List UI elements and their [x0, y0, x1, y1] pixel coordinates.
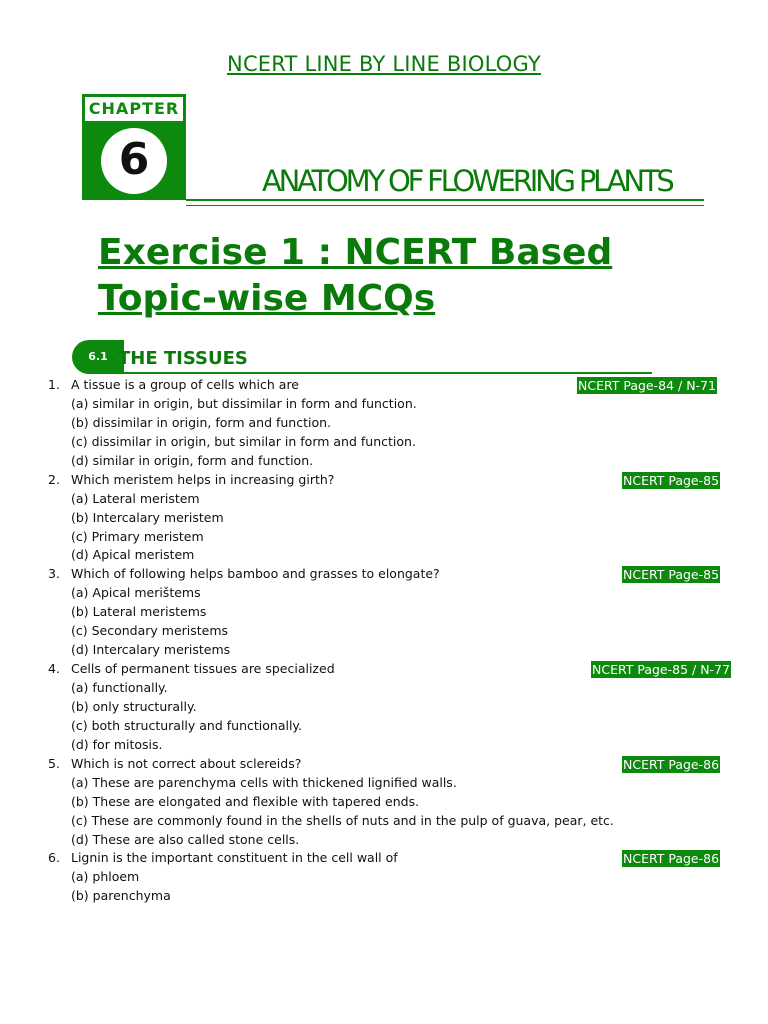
answer-option: [0, 584, 768, 603]
answer-option: [0, 774, 768, 793]
answer-option-text: (c) dissimilar in origin, but similar in form and function.: [71, 433, 416, 449]
ncert-page-reference: NCERT Page-86: [623, 851, 720, 867]
answer-option: [0, 679, 768, 698]
question-number: 1.: [48, 377, 60, 392]
answer-option-text: (d) Intercalary meristems: [71, 642, 231, 658]
answer-option-text: (b) dissimilar in origin, form and function.: [71, 414, 332, 430]
answer-option-text: (c) both structurally and functionally.: [71, 717, 303, 733]
answer-option-text: (d) for mitosis.: [71, 736, 163, 752]
question-row: [0, 755, 768, 774]
answer-option-text: (b) Intercalary meristem: [71, 509, 224, 525]
answer-option: [0, 717, 768, 736]
answer-option-text: (a) Apical merištems: [71, 585, 201, 601]
exercise-heading-line2: Topic-wise MCQs: [98, 278, 436, 319]
question-row: [0, 849, 768, 868]
question-text: Which is not correct about sclereids?: [71, 755, 302, 771]
answer-option-text: (b) parenchyma: [71, 888, 171, 904]
answer-option: [0, 812, 768, 831]
answer-option-text: (a) Lateral meristem: [71, 490, 200, 506]
answer-option: [0, 395, 768, 414]
answer-option: [0, 490, 768, 509]
ncert-page-reference: NCERT Page-84 / N-71: [578, 378, 716, 393]
answer-option-text: (c) Secondary meristems: [71, 623, 229, 639]
section-number: 6.1: [88, 350, 108, 363]
ncert-page-reference: NCERT Page-85: [623, 567, 720, 583]
question-text: Which meristem helps in increasing girth?: [71, 471, 335, 487]
answer-option-text: (a) These are parenchyma cells with thickened lignified walls.: [71, 774, 457, 790]
answer-option-text: (a) phloem: [71, 869, 140, 885]
answer-option: [0, 887, 768, 906]
answer-option: [0, 831, 768, 850]
section-title: THE TISSUES: [118, 348, 248, 369]
question-row: [0, 376, 768, 395]
question-row: [0, 565, 768, 584]
answer-option: [0, 528, 768, 547]
answer-option: [0, 622, 768, 641]
answer-option-text: (a) similar in origin, but dissimilar in form and function.: [71, 395, 417, 411]
answer-option-text: (d) similar in origin, form and function.: [71, 452, 314, 468]
question-row: [0, 471, 768, 490]
exercise-heading-line1: Exercise 1 : NCERT Based: [98, 232, 613, 273]
chapter-rule-top: [186, 199, 704, 201]
answer-option: [0, 546, 768, 565]
answer-option: [0, 641, 768, 660]
ncert-page-reference: NCERT Page-85: [623, 472, 720, 488]
answer-option-text: (b) only structurally.: [71, 698, 197, 714]
question-row: [0, 660, 768, 679]
section-number-badge: [72, 340, 124, 374]
answer-option-text: (d) Apical meristem: [71, 547, 195, 563]
exercise-heading: [98, 230, 612, 322]
question-number: 4.: [48, 661, 60, 677]
answer-option: [0, 603, 768, 622]
answer-option: [0, 414, 768, 433]
chapter-number: 6: [101, 128, 167, 194]
chapter-badge: [82, 94, 186, 200]
question-text: A tissue is a group of cells which are: [71, 377, 299, 392]
question-list: [0, 376, 768, 906]
question-number: 2.: [48, 471, 60, 487]
question-number: 5.: [48, 755, 60, 771]
question-text: Cells of permanent tissues are specialized: [71, 661, 335, 677]
ncert-page-reference: NCERT Page-86: [623, 756, 720, 772]
answer-option: [0, 698, 768, 717]
answer-option-text: (b) Lateral meristems: [71, 604, 207, 620]
question-text: Lignin is the important constituent in the cell wall of: [71, 850, 398, 866]
answer-option-text: (c) These are commonly found in the shells of nuts and in the pulp of guava, pear, etc.: [71, 812, 614, 828]
answer-option: [0, 509, 768, 528]
answer-option-text: (b) These are elongated and flexible with tapered ends.: [71, 793, 420, 809]
chapter-title: ANATOMY OF FLOWERING PLANTS: [262, 164, 672, 198]
document-header-title: NCERT LINE BY LINE BIOLOGY: [227, 52, 541, 76]
answer-option-text: (c) Primary meristem: [71, 528, 204, 544]
ncert-page-reference: NCERT Page-85 / N-77: [592, 662, 730, 678]
question-number: 6.: [48, 850, 60, 866]
chapter-rule-bottom: [186, 205, 704, 206]
answer-option-text: (a) functionally.: [71, 680, 168, 695]
section-rule: [104, 372, 652, 374]
chapter-label: CHAPTER: [85, 97, 183, 121]
answer-option: [0, 868, 768, 887]
answer-option: [0, 736, 768, 755]
answer-option-text: (d) These are also called stone cells.: [71, 831, 300, 847]
question-number: 3.: [48, 566, 60, 582]
question-text: Which of following helps bamboo and grasses to elongate?: [71, 566, 440, 582]
answer-option: [0, 433, 768, 452]
answer-option: [0, 793, 768, 812]
answer-option: [0, 452, 768, 471]
